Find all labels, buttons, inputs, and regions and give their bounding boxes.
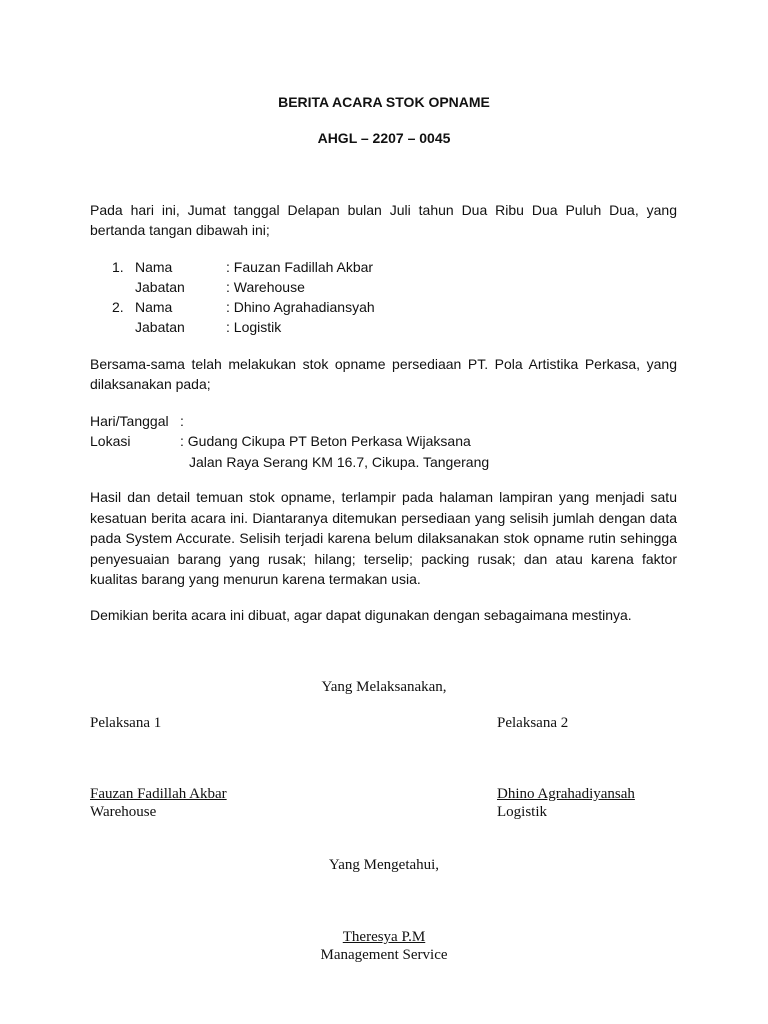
- date-label: Hari/Tanggal: [90, 413, 169, 429]
- name-label: Nama: [135, 259, 173, 275]
- role-value: : Logistik: [226, 319, 282, 335]
- role-label: Jabatan: [135, 279, 185, 295]
- persons-list: [0, 257, 768, 341]
- name-value: : Dhino Agrahadiansyah: [226, 299, 375, 315]
- executor-1-role: Warehouse: [90, 804, 157, 820]
- name-label: Nama: [135, 299, 173, 315]
- executor-1-name: Fauzan Fadillah Akbar: [90, 786, 227, 802]
- acknowledger-name: Theresya P.M: [342, 929, 426, 945]
- person-number: 2.: [112, 299, 124, 315]
- date-value: :: [180, 413, 184, 429]
- executor-2-role: Logistik: [497, 804, 548, 820]
- acknowledger-block: [0, 928, 768, 946]
- location-label: Lokasi: [90, 433, 131, 449]
- name-value: : Fauzan Fadillah Akbar: [226, 259, 374, 275]
- executor-1-label: Pelaksana 1: [90, 715, 162, 731]
- findings-paragraph: Hasil dan detail temuan stok opname, terlampir pada halaman lampiran yang menjadi satu kesatuan berita acara ini. Diantaranya ditemukan persediaan yang selisih jumlah dengan data pada System Accurate. Selisih terjadi karena belum dilaksanakan stok opname rutin sehingga penyesuaian barang yang rusak; hilang; terselip; packing rusak; dan atau karena faktor kualitas barang yang menurun karena termakan usia.: [90, 489, 677, 587]
- together-paragraph: Bersama-sama telah melakukan stok opname persediaan PT. Pola Artistika Perkasa, yang dilaksanakan pada;: [90, 356, 677, 392]
- document-title: BERITA ACARA STOK OPNAME: [278, 94, 490, 110]
- closing-paragraph: Demikian berita acara ini dibuat, agar dapat digunakan dengan sebagaimana mestinya.: [90, 607, 632, 623]
- document-number: AHGL – 2207 – 0045: [317, 130, 451, 146]
- details-block: [0, 411, 768, 473]
- acknowledged-heading: Yang Mengetahui,: [328, 857, 440, 873]
- acknowledger-role: Management Service: [320, 947, 448, 963]
- intro-paragraph: Pada hari ini, Jumat tanggal Delapan bulan Juli tahun Dua Ribu Dua Puluh Dua, yang bertanda tangan dibawah ini;: [90, 202, 677, 238]
- location-value-line-2: Jalan Raya Serang KM 16.7, Cikupa. Tangerang: [189, 454, 490, 470]
- location-value: : Gudang Cikupa PT Beton Perkasa Wijaksana: [180, 433, 471, 449]
- executor-2-name: Dhino Agrahadiyansah: [497, 786, 635, 802]
- executed-heading: Yang Melaksanakan,: [321, 679, 447, 695]
- role-value: : Warehouse: [226, 279, 305, 295]
- executor-2-label: Pelaksana 2: [497, 715, 569, 731]
- person-number: 1.: [112, 259, 124, 275]
- role-label: Jabatan: [135, 319, 185, 335]
